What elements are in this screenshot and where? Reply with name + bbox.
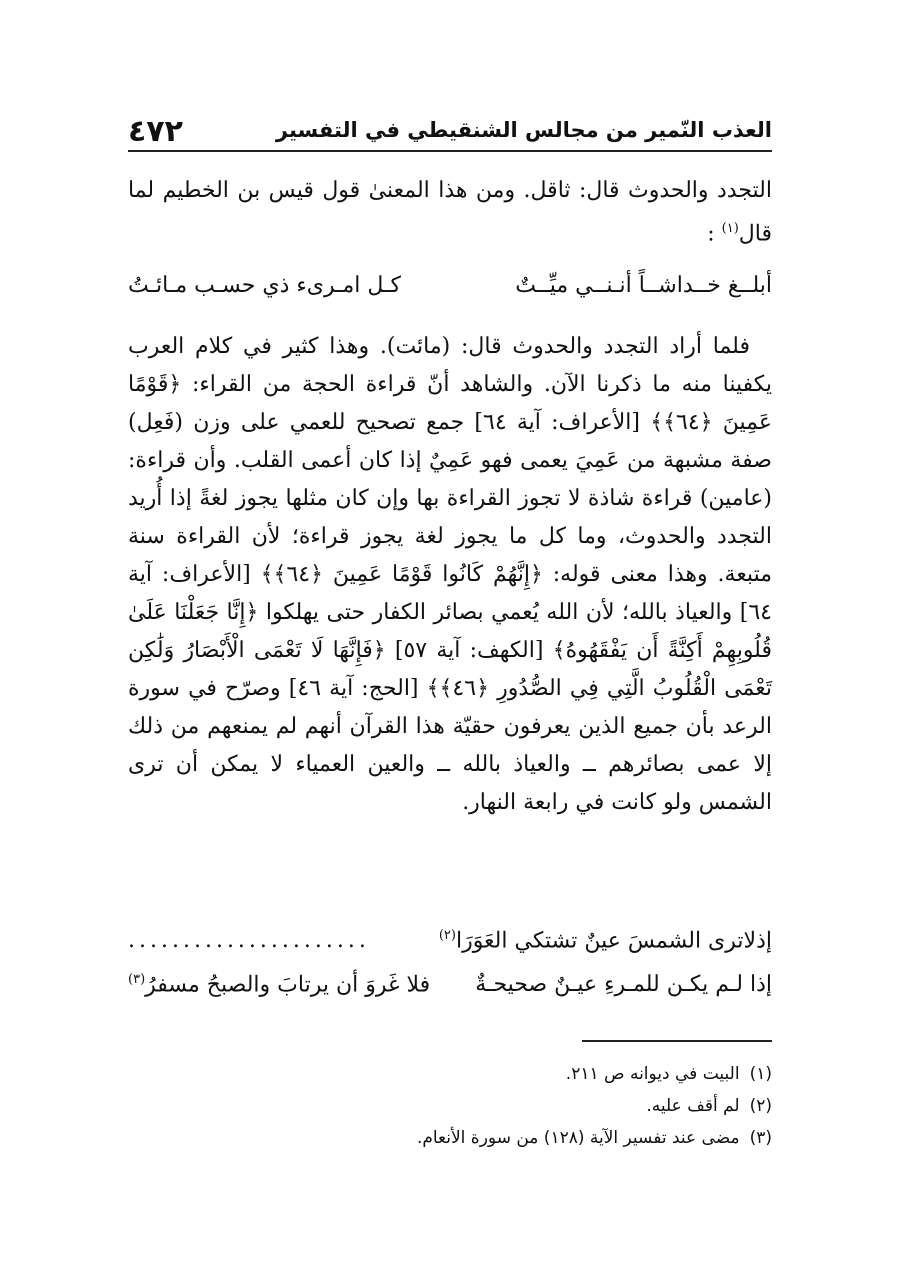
- footnote-ref-1: (١): [721, 221, 739, 236]
- verse-3-first-hemistich: إذا لـم يكـن للمـرءِ عيـنٌ صحيحـةٌ: [475, 972, 772, 997]
- footnote-separator: [582, 1040, 772, 1042]
- footnote-number: (١): [749, 1064, 772, 1084]
- page-header: [128, 106, 772, 152]
- footnote-3: [128, 1122, 772, 1154]
- verse-2-text: إذلاترى الشمسَ عينٌ تشتكي العَوَرَا: [455, 928, 772, 954]
- verse-2-first-hemistich: [439, 928, 772, 953]
- footnote-text: لم أقف عليه.: [646, 1096, 740, 1116]
- verse-2: [128, 928, 772, 968]
- footnote-ref-2: (٢): [438, 928, 456, 943]
- footnotes: [128, 1058, 772, 1154]
- verse-1-second-hemistich: كـل امـرىء ذي حسـب مـائـتُ: [128, 273, 401, 298]
- verse-1-first-hemistich: أبلــغ خــداشــاً أنـنــي ميِّــتٌ: [515, 273, 772, 298]
- footnote-text: مضى عند تفسير الآية (١٢٨) من سورة الأنعام.: [416, 1128, 740, 1148]
- paragraph-1: [128, 172, 772, 253]
- footnote-ref-3: (٣): [128, 972, 146, 987]
- verse-3: [128, 972, 772, 1012]
- verse-3-text: فلا غَروَ أن يرتابَ والصبحُ مسفرُ: [145, 972, 431, 998]
- paragraph-2: [128, 328, 772, 822]
- footnote-number: (٢): [749, 1096, 772, 1116]
- footnote-2: [128, 1090, 772, 1122]
- page-number: ٤٧٢: [128, 114, 183, 149]
- verse-1: [128, 273, 772, 313]
- footnote-text: البيت في ديوانه ص ٢١١.: [565, 1064, 740, 1084]
- footnote-1: [128, 1058, 772, 1090]
- paragraph-1-tail: :: [707, 221, 715, 247]
- footnote-number: (٣): [749, 1128, 772, 1148]
- paragraph-2-text: فلما أراد التجدد والحدوث قال: (مائت). وهذا كثير في كلام العرب يكفينا منه ما ذكرنا الآن. والشاهد أنّ قراءة الحجة من القراء: ﴿قَوْمًا عَمِينَ ﴿٦٤﴾﴾ [الأعراف: آية ٦٤] جمع تصحيح للعمي على وزن (فَعِل) صفة مشبهة من عَمِيَ يعمى فهو عَمِيٌ إذا كان أعمى القلب. وأن قراءة: (عامين) قراءة شاذة لا تجوز القراءة بها وإن كان مثلها يجوز لغةً إذا أُريد التجدد والحدوث، وما كل ما يجوز لغة يجوز قراءة؛ لأن القراءة سنة متبعة. وهذا معنى قوله: ﴿إِنَّهُمْ كَانُوا قَوْمًا عَمِينَ ﴿٦٤﴾﴾ [الأعراف: آية ٦٤] والعياذ بالله؛ لأن الله يُعمي بصائر الكفار حتى يهلكوا ﴿إِنَّا جَعَلْنَا عَلَىٰ قُلُوبِهِمْ أَكِنَّةً أَن يَفْقَهُوهُ﴾ [الكهف: آية ٥٧] ﴿فَإِنَّهَا لَا تَعْمَى الْأَبْصَارُ وَلَٰكِن تَعْمَى الْقُلُوبُ الَّتِي فِي الصُّدُورِ ﴿٤٦﴾﴾ [الحج: آية ٤٦] وصرّح في سورة الرعد بأن جميع الذين يعرفون حقيّة هذا القرآن أنهم لم يمنعهم من ذلك إلا عمى بصائرهم ــ والعياذ بالله ــ والعين العمياء لا يمكن أن ترى الشمس ولو كانت في رابعة النهار.: [128, 334, 772, 815]
- verse-2-ellipsis: ......................: [128, 928, 370, 953]
- paragraph-1-text: التجدد والحدوث قال: ثاقل. ومن هذا المعنىٰ قول قيس بن الخطيم لما قال: [128, 178, 772, 247]
- running-title: العذب النّمير من مجالس الشنقيطي في التفسير: [275, 118, 772, 142]
- verse-3-second-hemistich: [128, 972, 430, 997]
